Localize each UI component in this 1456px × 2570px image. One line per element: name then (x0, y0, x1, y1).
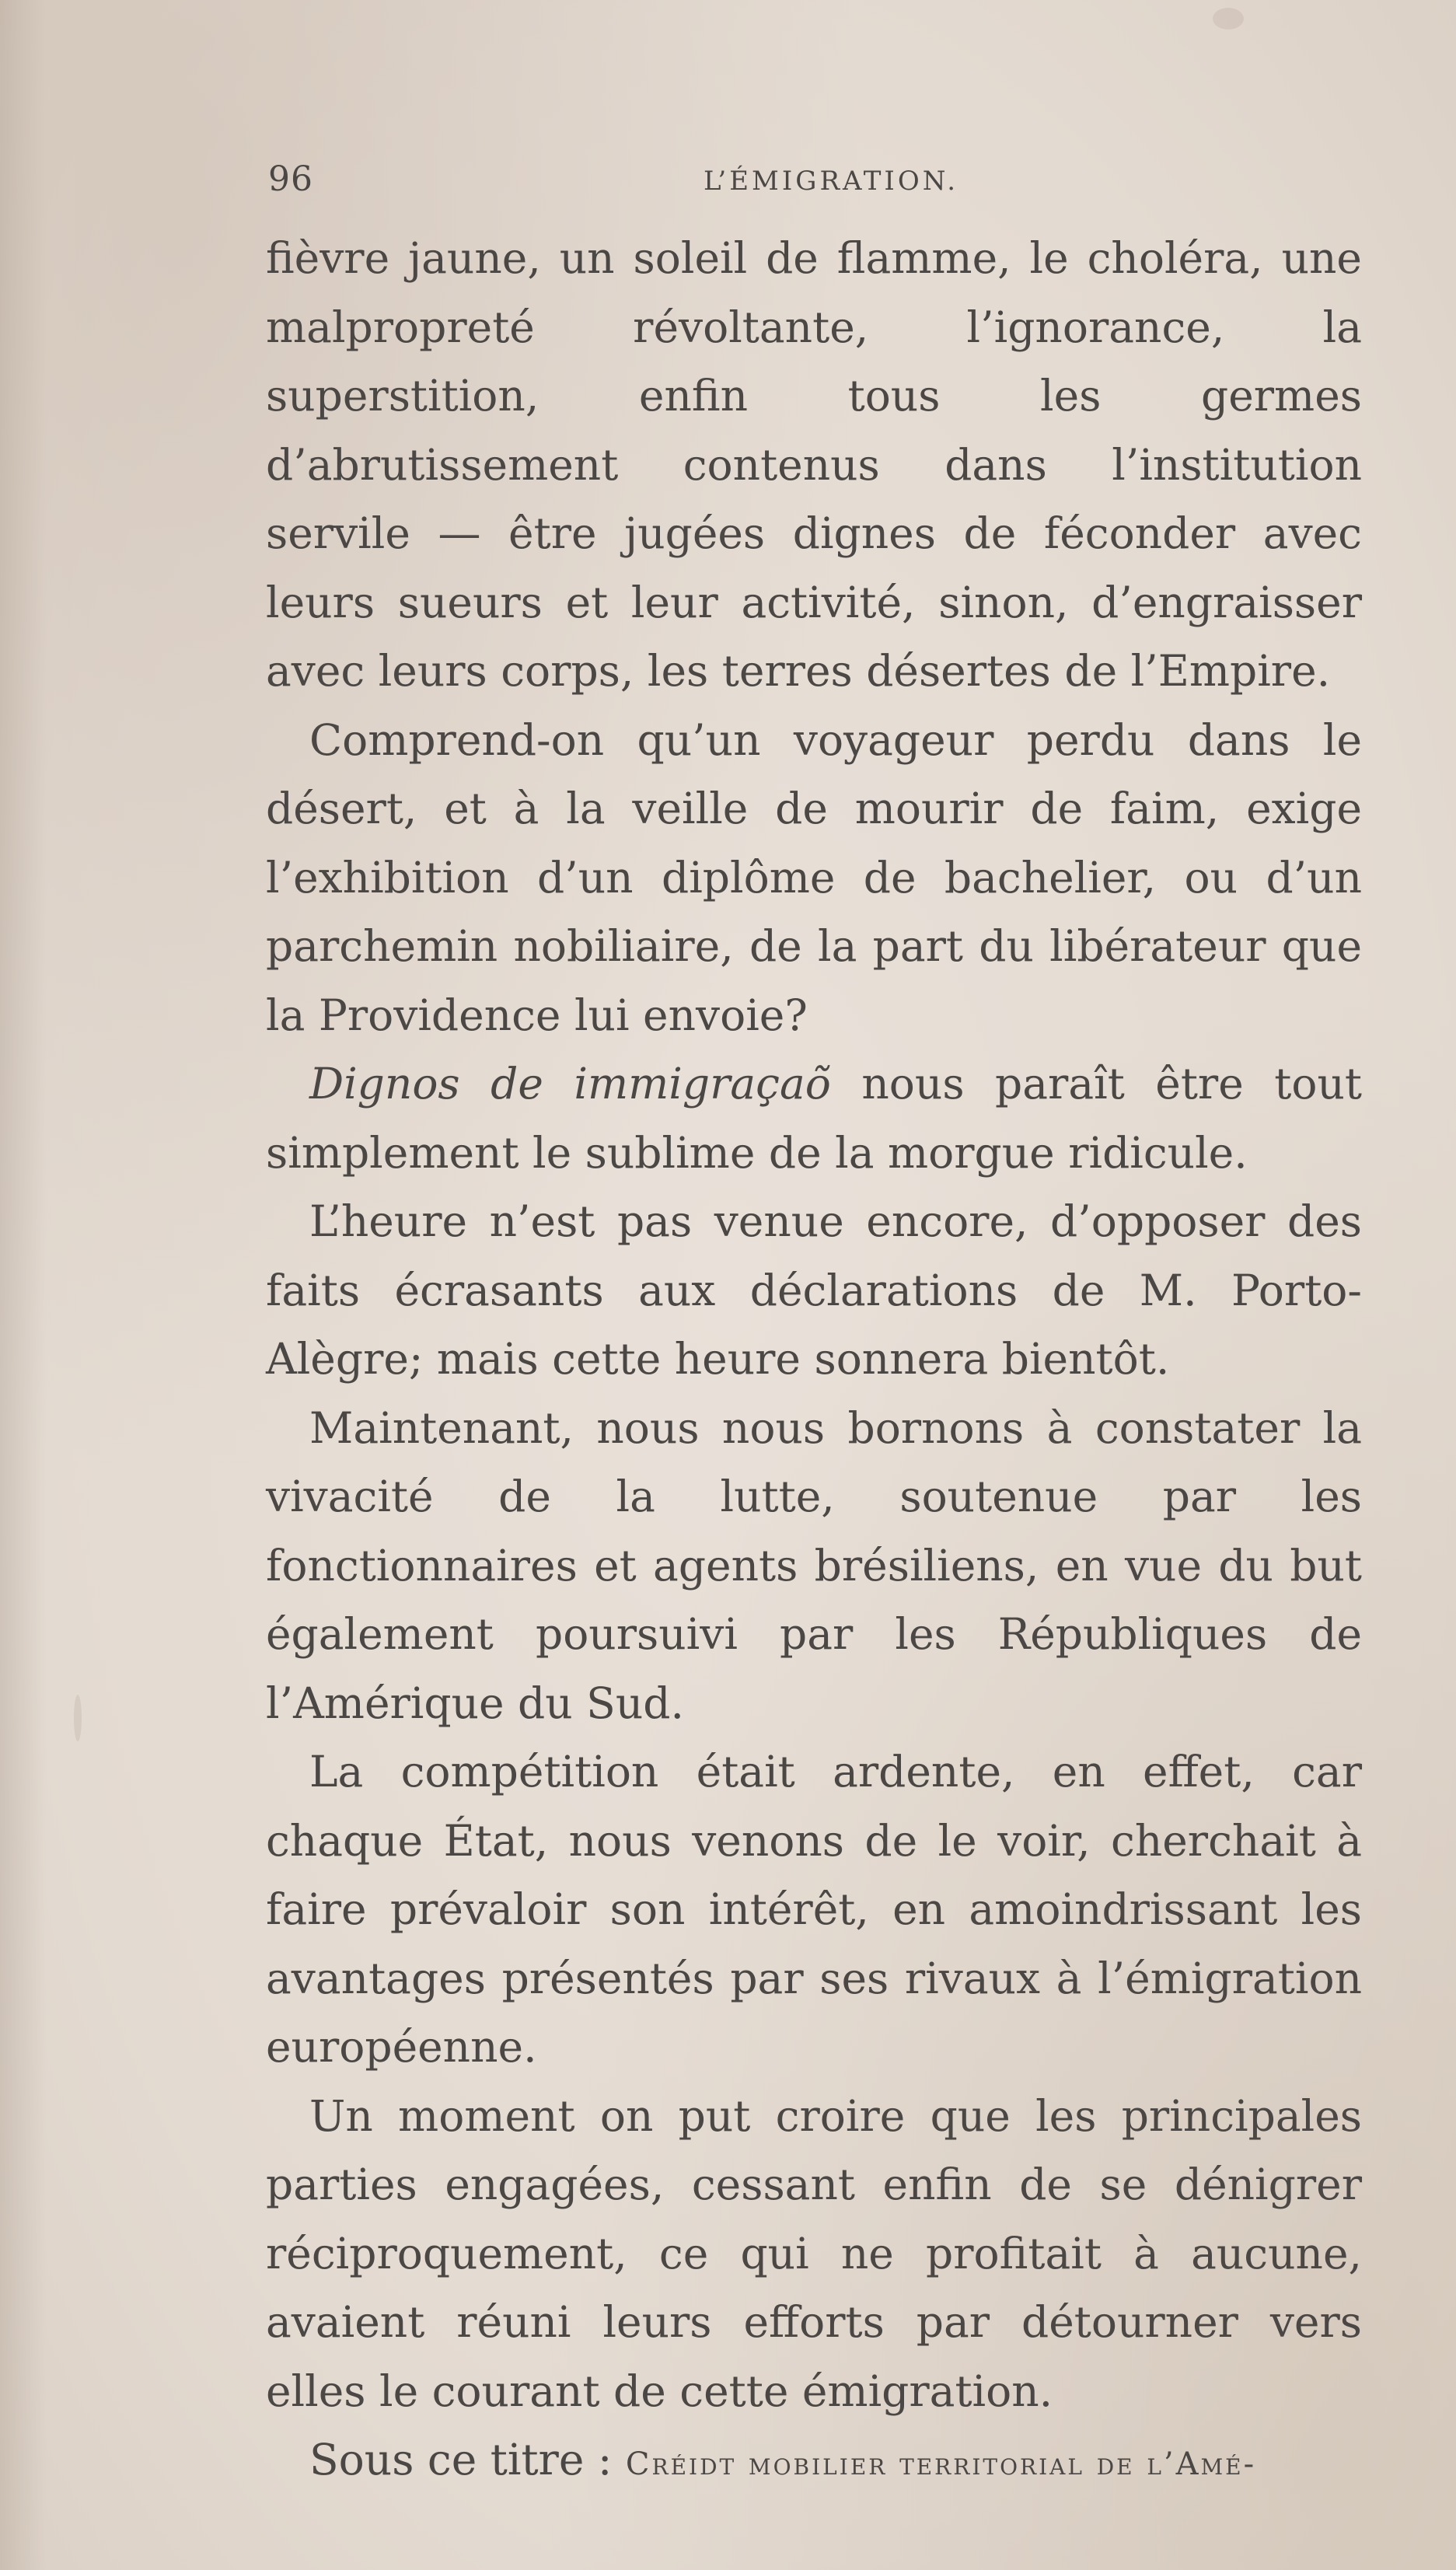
italic-phrase: Dignos de immigraçaõ (309, 1059, 831, 1109)
running-title: L’ÉMIGRATION. (704, 166, 959, 197)
paragraph-text: fièvre jaune, un soleil de flamme, le choléra, une malpropreté révoltante, l’ignorance, la superstition, enfin tous les germes d’abrutissement contenus dans l’institution servile — être jugées dignes de féconder avec leurs sueurs et leur activité, sinon, d’engraisser avec leurs corps, les terres désertes de l’Empire. (266, 233, 1362, 696)
gutter-shadow (0, 0, 47, 2570)
paper-stain (74, 1695, 82, 1741)
page-number: 96 (268, 159, 313, 199)
paragraph-text: L’heure n’est pas venue encore, d’opposer des faits écrasants aux déclarations de M. Porto-Alègre; mais cette heure sonnera bientôt. (266, 1196, 1362, 1384)
small-caps-title: Créidt mobilier territorial de l’Amé- (625, 2446, 1257, 2482)
paragraph-text: Sous ce titre : (309, 2435, 626, 2484)
paragraph (266, 1737, 1362, 2082)
paragraph-text: Comprend-on qu’un voyageur perdu dans le désert, et à la veille de mourir de faim, exige l’exhibition d’un diplôme de bachelier, ou d’un parchemin nobiliaire, de la part du libérateur que la Providence lui envoie? (266, 714, 1362, 1040)
paragraph (266, 224, 1362, 706)
paragraph (266, 2082, 1362, 2426)
paragraph-text: Maintenant, nous nous bornons à constater la vivacité de la lutte, soutenue par les fonctionnaires et agents brésiliens, en vue du but également poursuivi par les Républiques de l’Amérique du Sud. (266, 1402, 1362, 1728)
paragraph-text: La compétition était ardente, en effet, car chaque État, nous venons de le voir, cherchait à faire prévaloir son intérêt, en amoindrissant les avantages présentés par ses rivaux à l’émigration européenne. (266, 1747, 1362, 2072)
paragraph (266, 1187, 1362, 1394)
paragraph (266, 2425, 1362, 2499)
paragraph (266, 1049, 1362, 1187)
paragraph (266, 706, 1362, 1050)
paragraph-text: Un moment on put croire que les principales parties engagées, cessant enfin de se dénigrer réciproquement, ce qui ne profitait à aucune, avaient réuni leurs efforts par détourner vers elles le courant de cette émigration. (266, 2090, 1362, 2416)
paragraph-text: nous paraît être tout simplement le sublime de la morgue ridicule. (266, 1059, 1362, 1178)
paper-stain (1213, 8, 1244, 30)
body-text (266, 224, 1362, 2499)
paragraph (266, 1394, 1362, 1738)
page-header (268, 159, 1360, 206)
